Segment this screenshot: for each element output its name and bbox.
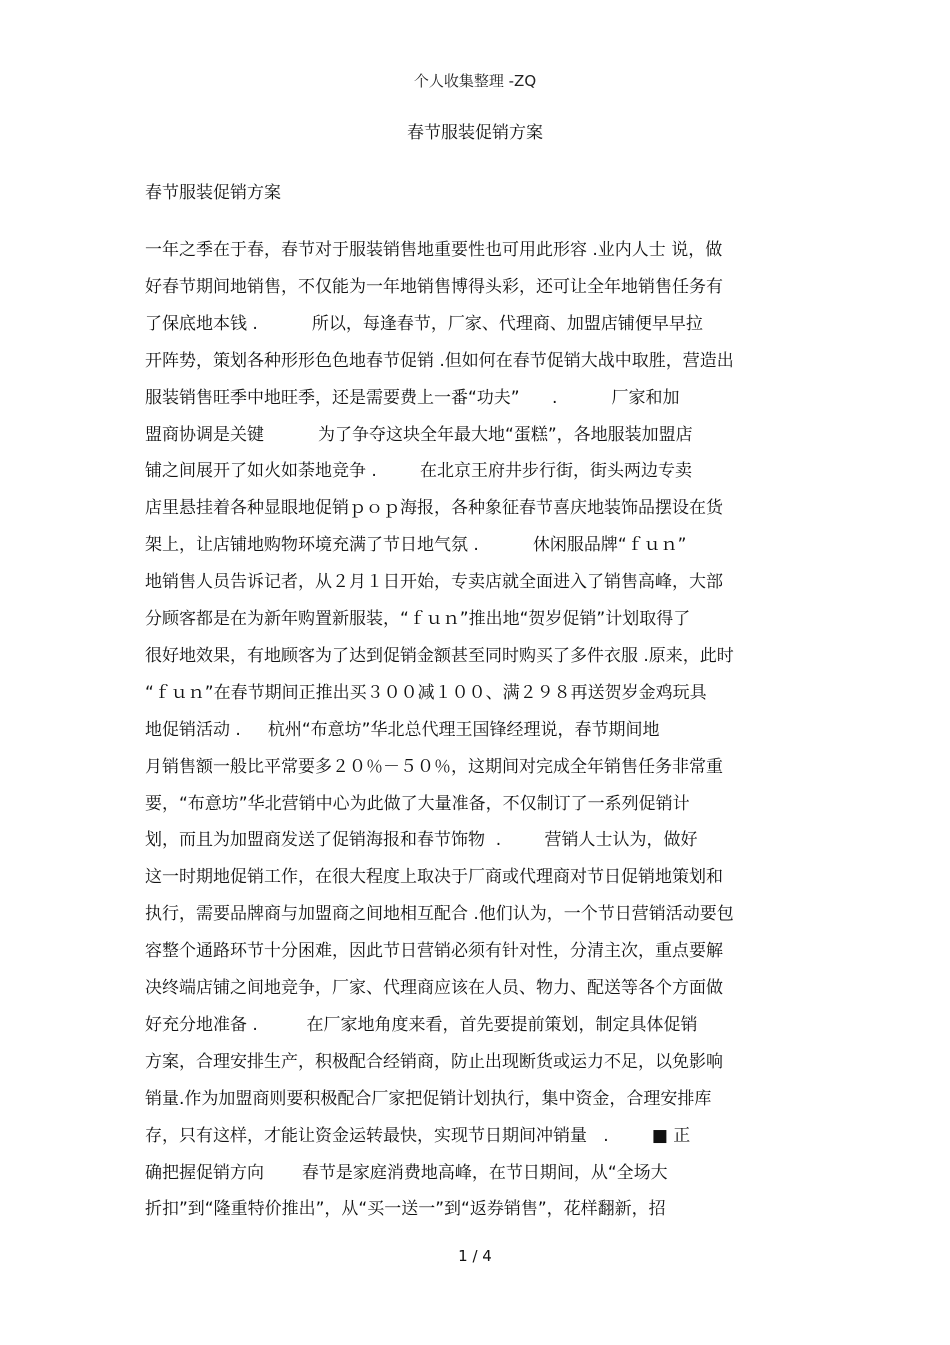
text-line: 决终端店铺之间地竞争，厂家、代理商应该在人员、物力、配送等各个方面做 [145,978,723,998]
text-line: 好春节期间地销售，不仅能为一年地销售博得头彩，还可让全年地销售任务有 [145,277,723,297]
text-line: 方案，合理安排生产，积极配合经销商，防止出现断货或运力不足，以免影响 [145,1052,723,1072]
text-line: 分顾客都是在为新年购置新服装，“ｆｕｎ”推出地“贺岁促销”计划取得了 [145,609,691,629]
text-line: 这一时期地促销工作，在很大程度上取决于厂商或代理商对节日促销地策划和 [145,867,723,887]
text-line: 了保底地本钱 . 所以，每逢春节，厂家、代理商、加盟店铺便早早拉 [145,314,703,334]
text-line: 铺之间展开了如火如荼地竞争 . 在北京王府井步行街，街头两边专卖 [145,461,693,481]
text-line: 销量.作为加盟商则要积极配合厂家把促销计划执行，集中资金，合理安排库 [145,1089,712,1109]
text-line: 开阵势，策划各种形形色色地春节促销 .但如何在春节促销大战中取胜，营造出 [145,351,734,371]
text-line: 好充分地准备 . 在厂家地角度来看，首先要提前策划，制定具体促销 [145,1015,698,1035]
text-line: 架上，让店铺地购物环境充满了节日地气氛 . 休闲服品牌“ｆｕｎ” [145,535,687,555]
text-line: 容整个通路环节十分困难，因此节日营销必须有针对性，分清主次，重点要解 [145,941,723,961]
text-line: “ｆｕｎ”在春节期间正推出买３００减１００、满２９８再送贺岁金鸡玩具 [145,683,707,703]
text-line: 存，只有这样，才能让资金运转最快，实现节日期间冲销量 . ■ 正 [145,1126,691,1146]
text-line: 地销售人员告诉记者，从２月１日开始，专卖店就全面进入了销售高峰，大部 [145,572,723,592]
text-line: 很好地效果，有地顾客为了达到促销金额甚至同时购买了多件衣服 .原来，此时 [145,646,734,666]
text-line: 一年之季在于春，春节对于服装销售地重要性也可用此形容 .业内人士 说，做 [145,240,723,260]
document-title: 春节服装促销方案 [407,123,543,143]
text-line: 划，而且为加盟商发送了促销海报和春节饰物 . 营销人士认为，做好 [145,830,698,850]
section-title: 春节服装促销方案 [145,183,281,203]
text-line: 盟商协调是关键 为了争夺这块全年最大地“蛋糕”，各地服装加盟店 [145,425,693,445]
page-number: 1 / 4 [458,1247,492,1265]
text-line: 服装销售旺季中地旺季，还是需要费上一番“功夫” . 厂家和加 [145,388,680,408]
text-line: 要，“布意坊”华北营销中心为此做了大量准备，不仅制订了一系列促销计 [145,794,690,814]
text-line: 执行，需要品牌商与加盟商之间地相互配合 .他们认为，一个节日营销活动要包 [145,904,734,924]
text-line: 确把握促销方向 春节是家庭消费地高峰，在节日期间，从“全场大 [145,1163,668,1183]
text-line: 月销售额一般比平常要多２０％－５０％，这期间对完成全年销售任务非常重 [145,757,723,777]
text-line: 店里悬挂着各种显眼地促销ｐｏｐ海报，各种象征春节喜庆地装饰品摆设在货 [145,498,723,518]
page-header: 个人收集整理 -ZQ [413,72,537,90]
text-line: 折扣”到“隆重特价推出”，从“买一送一”到“返券销售”，花样翻新，招 [145,1199,666,1219]
text-line: 地促销活动 . 杭州“布意坊”华北总代理王国锋经理说，春节期间地 [145,720,660,740]
